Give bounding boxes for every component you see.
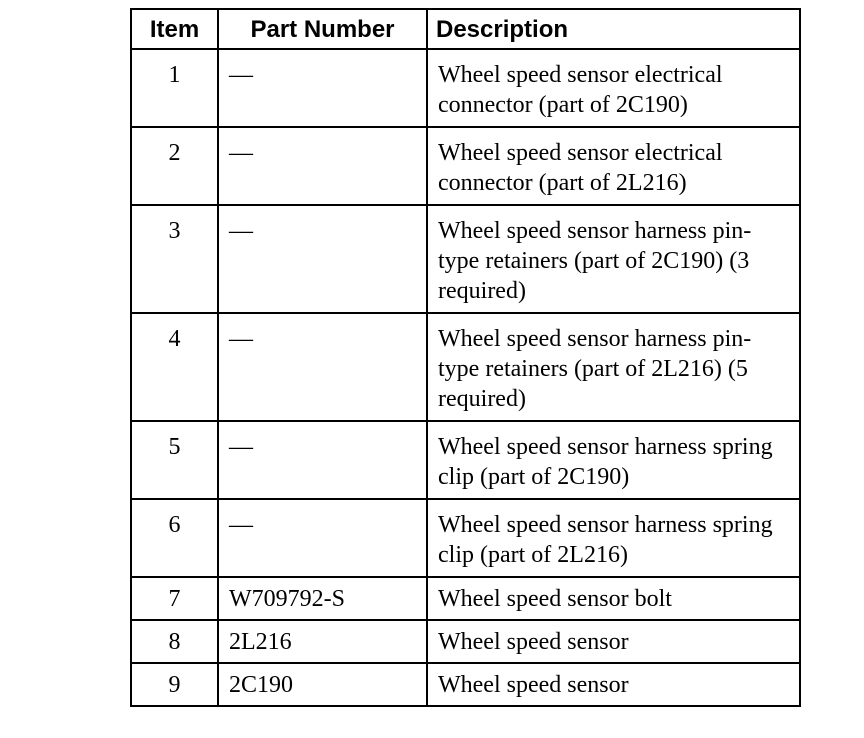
- part-number-cell: —: [218, 49, 427, 127]
- part-number-cell: 2C190: [218, 663, 427, 706]
- table-row: [131, 49, 800, 127]
- description-cell: Wheel speed sensor harness spring clip (part of 2C190): [427, 421, 800, 499]
- parts-table: [130, 8, 801, 707]
- part-number-cell: —: [218, 499, 427, 577]
- table-row: [131, 421, 800, 499]
- table-row: [131, 205, 800, 313]
- description-cell: Wheel speed sensor: [427, 620, 800, 663]
- description-cell: Wheel speed sensor harness spring clip (part of 2L216): [427, 499, 800, 577]
- table-row: [131, 620, 800, 663]
- part-number-cell: 2L216: [218, 620, 427, 663]
- description-cell: Wheel speed sensor harness pin-type retainers (part of 2C190) (3 required): [427, 205, 800, 313]
- table-row: [131, 577, 800, 620]
- table-row: [131, 499, 800, 577]
- part-number-cell: —: [218, 313, 427, 421]
- table-row: [131, 663, 800, 706]
- description-cell: Wheel speed sensor: [427, 663, 800, 706]
- item-cell: 6: [131, 499, 218, 577]
- table-header-row: [131, 9, 800, 49]
- description-cell: Wheel speed sensor bolt: [427, 577, 800, 620]
- table-row: [131, 313, 800, 421]
- item-cell: 7: [131, 577, 218, 620]
- item-cell: 2: [131, 127, 218, 205]
- item-cell: 5: [131, 421, 218, 499]
- header-description: Description: [427, 9, 800, 49]
- item-cell: 3: [131, 205, 218, 313]
- table-row: [131, 127, 800, 205]
- description-cell: Wheel speed sensor electrical connector (part of 2C190): [427, 49, 800, 127]
- header-part-number: Part Number: [218, 9, 427, 49]
- header-item: Item: [131, 9, 218, 49]
- description-cell: Wheel speed sensor harness pin-type retainers (part of 2L216) (5 required): [427, 313, 800, 421]
- item-cell: 8: [131, 620, 218, 663]
- item-cell: 1: [131, 49, 218, 127]
- part-number-cell: —: [218, 205, 427, 313]
- part-number-cell: W709792-S: [218, 577, 427, 620]
- item-cell: 4: [131, 313, 218, 421]
- part-number-cell: —: [218, 127, 427, 205]
- description-cell: Wheel speed sensor electrical connector (part of 2L216): [427, 127, 800, 205]
- part-number-cell: —: [218, 421, 427, 499]
- item-cell: 9: [131, 663, 218, 706]
